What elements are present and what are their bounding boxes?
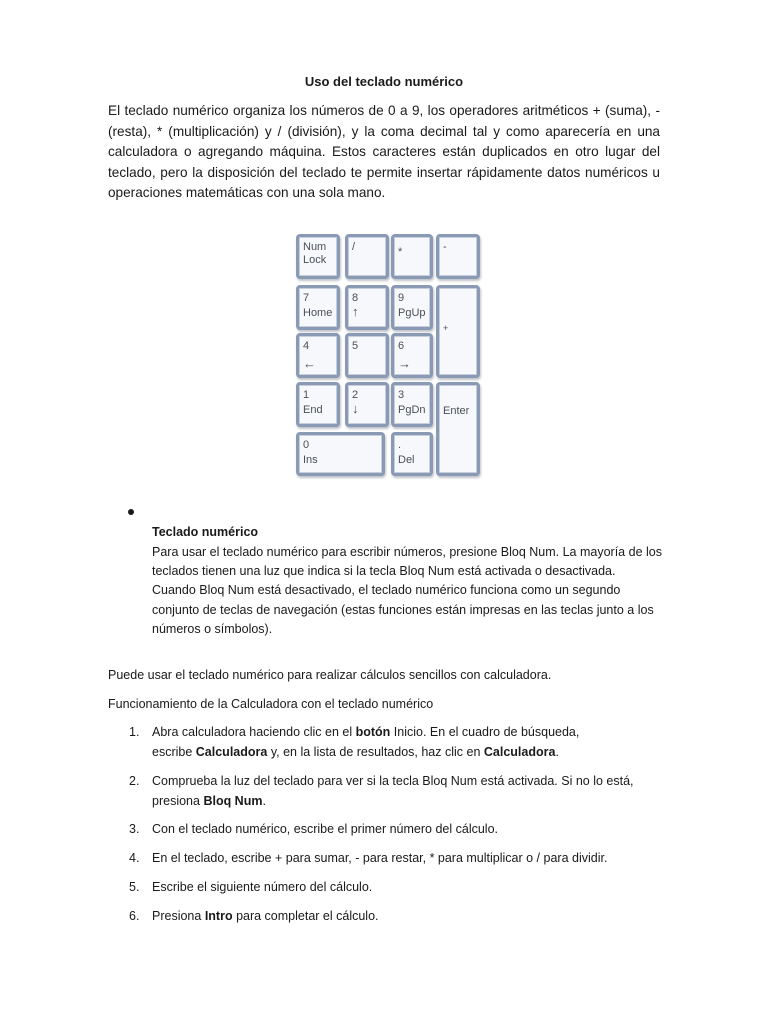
key-8-up xyxy=(345,285,389,330)
key-1-end xyxy=(296,382,340,427)
list-item xyxy=(108,820,668,840)
key-enter xyxy=(436,382,480,476)
intro-paragraph: El teclado numérico organiza los números de 0 a 9, los operadores aritméticos + (suma), - (resta), * (multiplicación) y / (división), y la coma decimal tal y como aparecería en una calculadora o agregando máquina. Estos caracteres están duplicados en otro lugar del teclado, pero la disposición del teclado te permite insertar rápidamente datos numéricos u operaciones matemáticas con una sola mano. xyxy=(108,103,660,201)
key-label: Lock xyxy=(303,254,327,266)
list-number: 1. xyxy=(129,725,140,739)
key-6-right xyxy=(391,333,433,378)
list-item-text: Con el teclado numérico, escribe el primer número del cálculo. xyxy=(152,822,498,836)
key-label: 3 xyxy=(398,389,405,401)
key-label: + xyxy=(443,323,449,333)
key-label: 5 xyxy=(352,340,359,352)
key-label: 8 xyxy=(352,292,359,304)
list-item-text: Comprueba la luz del teclado para ver si la tecla Bloq Num está activada. Si no lo está, presiona Bloq Num. xyxy=(152,774,634,808)
numeric-keypad-illustration xyxy=(292,230,486,482)
numpad-section-heading: Teclado numérico xyxy=(152,525,259,539)
key-minus xyxy=(436,234,480,279)
key-label: 9 xyxy=(398,292,405,304)
key-label: Ins xyxy=(303,454,318,466)
key-label: - xyxy=(443,241,447,253)
key-label: Del xyxy=(398,454,415,466)
list-number: 5. xyxy=(129,880,140,894)
key-label: / xyxy=(352,241,356,253)
key-label: Home xyxy=(303,307,333,319)
key-label: 0 xyxy=(303,439,310,451)
calculator-intro-paragraph: Puede usar el teclado numérico para realizar cálculos sencillos con calculadora. xyxy=(108,668,552,682)
arrow-up-icon: ↑ xyxy=(352,304,359,319)
key-label: . xyxy=(398,439,402,451)
list-item xyxy=(108,723,668,763)
arrow-right-icon: → xyxy=(398,356,411,371)
arrow-down-icon: ↓ xyxy=(352,401,359,416)
key-5 xyxy=(345,333,389,378)
page-title: Uso del teclado numérico xyxy=(304,74,464,89)
key-slash xyxy=(345,234,389,279)
key-label: End xyxy=(303,404,323,416)
key-label: Num xyxy=(303,241,327,253)
key-7-home xyxy=(296,285,340,330)
list-item-text: Presiona Intro para completar el cálculo. xyxy=(152,909,379,923)
list-number: 4. xyxy=(129,851,140,865)
key-label: PgUp xyxy=(398,307,426,319)
key-num-lock xyxy=(296,234,340,279)
list-number: 2. xyxy=(129,774,140,788)
key-label: PgDn xyxy=(398,404,426,416)
key-decimal-del xyxy=(391,432,433,476)
list-item-text: Abra calculadora haciendo clic en el botón Inicio. En el cuadro de búsqueda, escribe Calculadora y, en la lista de resultados, haz clic en Calculadora. xyxy=(152,725,580,759)
list-item-text: En el teclado, escribe + para sumar, - para restar, * para multiplicar o / para dividir. xyxy=(152,851,608,865)
key-label: 1 xyxy=(303,389,310,401)
list-item xyxy=(108,772,668,812)
key-label: * xyxy=(398,246,403,258)
list-item xyxy=(108,849,668,869)
key-0-ins xyxy=(296,432,385,476)
key-plus xyxy=(436,285,480,378)
key-9-pgup xyxy=(391,285,433,330)
numpad-section-body: Para usar el teclado numérico para escribir números, presione Bloq Num. La mayoría de los teclados tienen una luz que indica si la tecla Bloq Num está activada o desactivada. Cuando Bloq Num está desactivado, el teclado numérico funciona como un segundo conjunto de teclas de navegación (estas funciones están impresas en las teclas junto a los números o símbolos). xyxy=(152,545,662,636)
key-label: 6 xyxy=(398,340,405,352)
key-3-pgdn xyxy=(391,382,433,427)
key-4-left xyxy=(296,333,340,378)
key-label: Enter xyxy=(443,405,470,417)
calculator-steps-heading: Funcionamiento de la Calculadora con el teclado numérico xyxy=(108,697,434,711)
list-item-text: Escribe el siguiente número del cálculo. xyxy=(152,880,373,894)
list-item xyxy=(108,907,668,927)
list-number: 6. xyxy=(129,909,140,923)
key-label: 4 xyxy=(303,340,310,352)
key-multiply xyxy=(391,234,433,279)
list-item xyxy=(108,878,668,898)
key-label: 2 xyxy=(352,389,359,401)
arrow-left-icon: ← xyxy=(303,356,316,371)
list-number: 3. xyxy=(129,822,140,836)
key-2-down xyxy=(345,382,389,427)
bullet-point xyxy=(128,509,134,515)
key-label: 7 xyxy=(303,292,310,304)
